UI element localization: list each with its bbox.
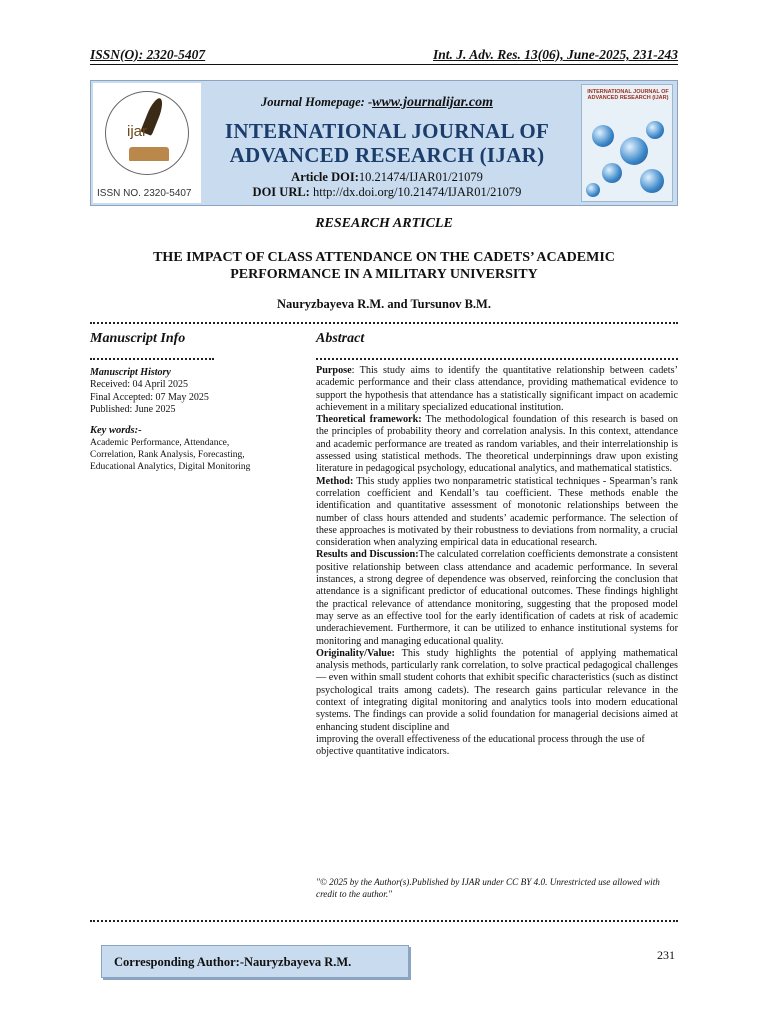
- journal-citation: Int. J. Adv. Res. 13(06), June-2025, 231-243: [433, 47, 678, 62]
- published-date: Published: June 2025: [90, 404, 176, 416]
- doi-url: [217, 185, 557, 200]
- article-doi-label: Article DOI:: [291, 170, 359, 184]
- abstract-body: [316, 365, 678, 759]
- paper-title: [90, 249, 678, 283]
- journal-title-line1: INTERNATIONAL JOURNAL OF: [224, 119, 550, 143]
- authors: Nauryzbayeva R.M. and Tursunov B.M.: [277, 297, 491, 311]
- homepage-prefix: Journal Homepage: -: [261, 95, 373, 109]
- copyright-notice: "© 2025 by the Author(s).Published by IJAR under CC BY 4.0. Unrestricted use allowed with credit to the author.": [316, 877, 660, 899]
- dotted-divider: [90, 920, 678, 922]
- dotted-divider: [316, 358, 678, 360]
- framework-text: The methodological foundation of this research is based on the principles of probability theory and correlation analysis. In this context, attendance and academic performance are treated as random variables, and their interrelationship is assessed using statistical methods. The theoretical underpinnings draw upon existing literature in pedagogical psychology, educational analytics, and mathematical statistics.: [316, 414, 678, 475]
- book-icon: [129, 147, 169, 161]
- keywords: Academic Performance, Attendance, Correlation, Rank Analysis, Forecasting, Educational Analytics, Digital Monitoring: [90, 438, 251, 473]
- method-label: Method:: [316, 475, 354, 487]
- abstract-results: [316, 549, 678, 647]
- abstract-originality-continued: improving the overall effectiveness of the educational process through the use of objective quantitative indicators.: [316, 733, 645, 758]
- paper-title-line2: PERFORMANCE IN A MILITARY UNIVERSITY: [230, 267, 538, 282]
- running-header: [90, 45, 678, 65]
- logo-text: ijar: [127, 123, 148, 140]
- originality-label: Originality/Value:: [316, 647, 395, 659]
- history-label: Manuscript History: [90, 367, 171, 378]
- dotted-divider: [90, 358, 214, 360]
- dotted-divider: [90, 322, 678, 324]
- article-type: RESEARCH ARTICLE: [315, 216, 453, 231]
- purpose-label: Purpose: [316, 365, 352, 376]
- abstract-heading: Abstract: [316, 331, 365, 346]
- journal-logo: [93, 83, 201, 203]
- received-date: Received: 04 April 2025: [90, 379, 189, 391]
- article-doi: [217, 170, 557, 185]
- journal-title-line2: ADVANCED RESEARCH (IJAR): [229, 143, 545, 167]
- manuscript-info: [90, 367, 270, 473]
- article-doi-value: 10.21474/IJAR01/21079: [358, 170, 483, 184]
- accepted-date: Final Accepted: 07 May 2025: [90, 391, 209, 403]
- molecule-sphere: [586, 183, 600, 197]
- results-label: Results and Discussion:: [316, 549, 419, 561]
- molecule-sphere: [592, 125, 614, 147]
- journal-banner: [90, 80, 678, 206]
- molecule-sphere: [602, 163, 622, 183]
- doi-block: [217, 170, 557, 200]
- doi-url-label: DOI URL:: [252, 185, 310, 199]
- molecule-sphere: [646, 121, 664, 139]
- molecule-sphere: [620, 137, 648, 165]
- results-text: The calculated correlation coefficients demonstrate a consistent positive relationship between class attendance and academic performance. In several instances, a strong degree of dependence was observed, reinforcing the conclusion that attendance is a significant predictor of educational outcomes. These findings highlight the practical relevance of attendance monitoring, suggesting that the proposed model may serve as an effective tool for the early identification of cadets at risk of academic underachievement. Furthermore, it can be utilized to enhance institutional systems for monitoring and managing educational quality.: [316, 549, 678, 647]
- keywords-label: Key words:-: [90, 424, 142, 436]
- corresponding-author-box: [101, 945, 409, 978]
- abstract-purpose: [316, 365, 678, 414]
- paper-title-line1: THE IMPACT OF CLASS ATTENDANCE ON THE CADETS’ ACADEMIC: [153, 250, 615, 265]
- journal-cover-image: [581, 84, 673, 202]
- abstract-method: [316, 476, 678, 550]
- abstract-framework: [316, 414, 678, 475]
- journal-title: [217, 119, 557, 167]
- journal-homepage: [261, 95, 493, 111]
- cover-title: INTERNATIONAL JOURNAL OF ADVANCED RESEARCH (IJAR): [587, 89, 669, 101]
- manuscript-info-heading: Manuscript Info: [90, 331, 186, 346]
- molecule-sphere: [640, 169, 664, 193]
- doi-url-value[interactable]: http://dx.doi.org/10.21474/IJAR01/21079: [309, 185, 522, 199]
- page-number: 231: [657, 948, 675, 962]
- abstract-originality: [316, 648, 678, 734]
- purpose-text: : This study aims to identify the quantitative relationship between cadets’ academic performance and their class attendance, providing mathematical evidence to support the hypothesis that attendance has a statistically significant impact on academic achievement in a military specialized educational institution.: [316, 365, 678, 413]
- originality-text: This study highlights the potential of applying mathematical analysis methods, particularly rank correlation, to solve practical pedagogical challenges — even within small student cohorts that exhibit specific characteristics (such as distinct psychological traits among cadets). The research gains particular relevance in the context of integrating digital monitoring and analytics tools into modern educational systems. The findings can provide a solid foundation for managerial decisions aimed at enhancing student discipline and: [316, 647, 678, 733]
- framework-label: Theoretical framework:: [316, 414, 422, 426]
- issn-label: ISSN(O): 2320-5407: [90, 47, 206, 62]
- homepage-link[interactable]: www.journalijar.com: [372, 95, 493, 110]
- method-text: This study applies two nonparametric statistical techniques - Spearman’s rank correlation coefficient and Kendall’s tau coefficient. These methods enable the identification and quantitative assessment of monotonic relationships between the number of class hours attended and students’ academic performance. The selection of these approaches is motivated by their robustness to deviations from normality, a crucial consideration when analyzing empirical data in educational research.: [316, 475, 678, 549]
- corresponding-author: Corresponding Author:-Nauryzbayeva R.M.: [114, 955, 352, 969]
- logo-issn: ISSN NO. 2320-5407: [97, 188, 192, 199]
